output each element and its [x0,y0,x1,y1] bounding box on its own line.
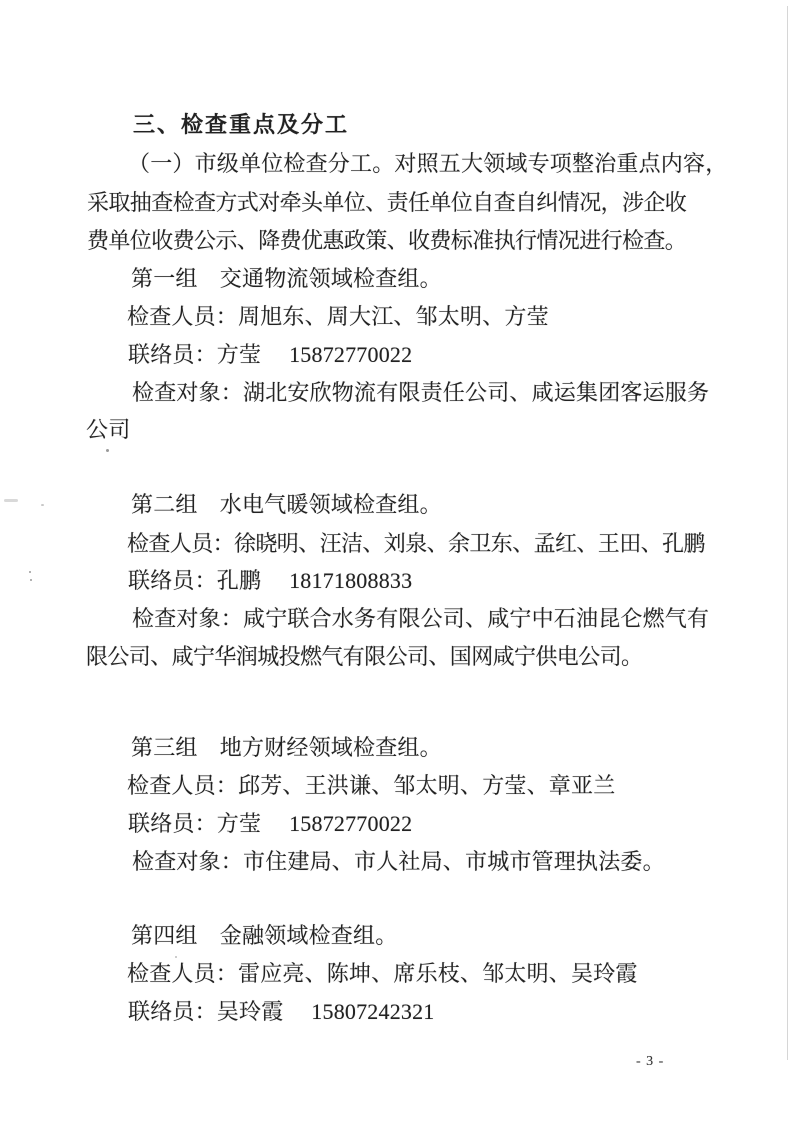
group-2-inspectors: 检查人员：徐晓明、汪洁、刘泉、余卫东、孟红、王田、孔鹏 [127,531,705,556]
group-4-inspectors: 检查人员：雷应亮、陈坤、席乐枝、邹太明、吴玲霞 [127,961,638,986]
group-3-targets-line-1: 检查对象：市住建局、市人社局、市城市管理执法委。 [132,849,665,874]
group-4-liaison: 联络员：吴玲霞 15807242321 [128,999,435,1024]
group-1-title: 第一组 交通物流领域检查组。 [131,266,442,291]
group-1-targets-line-1: 检查对象：湖北安欣物流有限责任公司、咸运集团客运服务 [132,380,710,405]
group-2-title: 第二组 水电气暖领域检查组。 [131,492,442,517]
scan-artifact [4,499,18,502]
group-3-liaison: 联络员：方莹 15872770022 [128,811,413,836]
scan-edge-line [787,6,788,1060]
scan-artifact [175,956,177,958]
group-3-inspectors: 检查人员：邱芳、王洪谦、邹太明、方莹、章亚兰 [127,773,616,798]
intro-paragraph-line-2: 采取抽查检查方式对牵头单位、责任单位自查自纠情况，涉企收 [87,190,687,215]
intro-paragraph-line-1: （一）市级单位检查分工。对照五大领域专项整治重点内容， [128,151,728,176]
group-4-title: 第四组 金融领域检查组。 [131,923,398,948]
group-2-liaison: 联络员：孔鹏 18171808833 [128,568,413,593]
scan-artifact [106,449,109,452]
group-3-title: 第三组 地方财经领域检查组。 [131,735,442,760]
scan-artifact [29,571,31,573]
intro-paragraph-line-3: 费单位收费公示、降费优惠政策、收费标准执行情况进行检查。 [87,228,687,253]
group-2-targets-line-2: 限公司、咸宁华润城投燃气有限公司、国网咸宁供电公司。 [86,644,643,669]
page-number: - 3 - [636,1054,665,1069]
group-2-targets-line-1: 检查对象：咸宁联合水务有限公司、咸宁中石油昆仑燃气有 [132,606,710,631]
scan-artifact [41,504,44,506]
group-1-liaison: 联络员：方莹 15872770022 [128,342,413,367]
group-1-inspectors: 检查人员：周旭东、周大江、邹太明、方莹 [127,304,549,329]
section-heading: 三、检查重点及分工 [133,112,350,137]
scan-artifact [30,579,32,581]
group-1-targets-line-2: 公司 [86,417,131,442]
